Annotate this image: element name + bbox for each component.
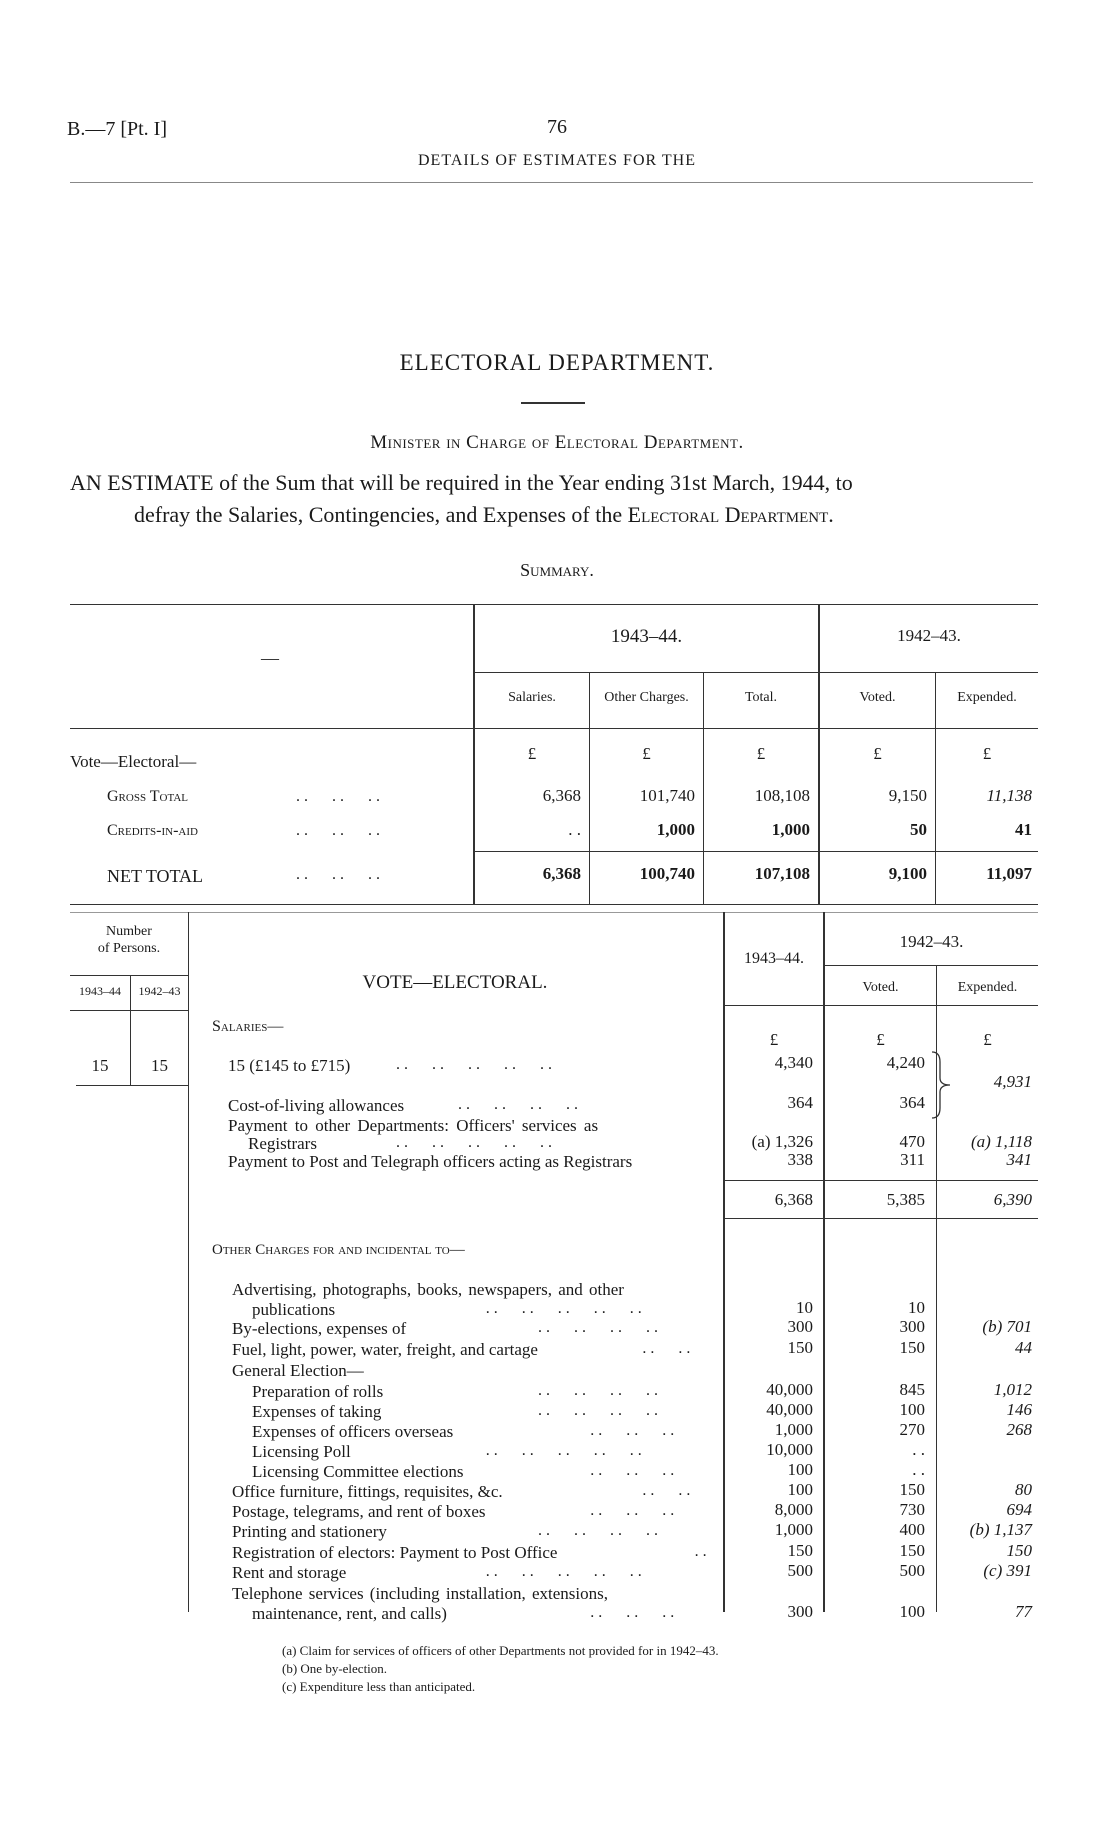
summary-cell: 101,740 [639,786,695,805]
vote-heading: VOTE—ELECTORAL. [362,972,548,993]
other-row-dots: . . . . . . . . [538,1382,658,1399]
estimate-line-1: AN ESTIMATE of the Sum that will be required in the Year ending 31st March, 1944, to [70,470,853,495]
other-row-label: By-elections, expenses of [232,1319,407,1338]
other-row-expended: 146 [1006,1400,1032,1419]
summary-cell: 50 [910,820,927,839]
salary-row-label: Cost-of-living allowances [228,1096,405,1115]
summary-net-top-rule [475,851,1038,852]
payment-line-1: Payment to other Departments: Officers' services as [228,1116,599,1135]
footnote: (b) One by-election. [282,1661,388,1676]
other-row-label: Rent and storage [232,1563,347,1582]
other-row-dots: . . . . . . . . . . [485,1300,642,1317]
other-row-expended: (b) 1,137 [969,1520,1032,1539]
salaries-total-rule [725,1180,1038,1181]
other-row-expended: (b) 701 [982,1317,1032,1336]
summary-currency-salaries: £ [527,744,537,763]
vote-persons-header-rule [70,975,188,976]
other-row-expended: 44 [1015,1338,1032,1357]
vote-col-1942: 1942–43 [138,984,181,998]
summary-cell: 6,368 [542,786,581,805]
vote-col-divider-persons [188,912,189,1612]
other-row-estimate: 10 [796,1298,813,1317]
summary-currency-other: £ [642,744,651,763]
other-row-label: Licensing Poll [252,1442,351,1461]
vote-col-prev-year: 1942–43. [899,932,964,951]
summary-row-label: Credits-in-aid [107,822,198,839]
summary-bottom-rule [70,904,1038,905]
summary-col-other: Other Charges. [604,690,689,705]
estimate-line-2 [134,502,834,528]
summary-cell: 1,000 [771,820,810,839]
salary-row-estimate: 364 [787,1093,813,1112]
other-row-estimate: 40,000 [766,1400,813,1419]
footnote: (a) Claim for services of officers of other Departments not provided for in 1942–43. [282,1643,719,1658]
other-row-expended: 77 [1015,1602,1032,1621]
other-row-line1: Advertising, photographs, books, newspapers, and other [232,1280,624,1299]
summary-currency-expended: £ [982,744,992,763]
vote-top-rule [70,912,1038,913]
salaries-heading: Salaries— [212,1018,284,1035]
other-row-voted: 270 [899,1420,925,1439]
other-row-expended: (c) 391 [983,1561,1032,1580]
post-estimate: 338 [787,1150,813,1169]
summary-header-bottom-rule [70,728,1038,729]
post-voted: 311 [900,1150,925,1169]
estimate-line-2-department: Electoral Department. [627,502,834,527]
other-charges-heading: Other Charges for and incidental to— [212,1242,465,1258]
other-row-estimate: 300 [787,1602,813,1621]
other-row-estimate: 500 [787,1561,813,1580]
other-row-voted: 150 [899,1338,925,1357]
department-title: ELECTORAL DEPARTMENT. [399,350,715,375]
other-row-expended: 694 [1006,1500,1032,1519]
vote-number-heading: Number [106,924,152,939]
footnote: (c) Expenditure less than anticipated. [282,1679,476,1694]
summary-row-dots: . . . . . . [296,788,380,805]
persons-1942: 15 [151,1056,168,1075]
other-row-voted: 730 [899,1500,925,1519]
other-row-dots: . . . . . . [590,1462,675,1479]
payment-line-2: Registrars [248,1134,317,1153]
post-label: Payment to Post and Telegraph officers acting as Registrars [228,1152,633,1171]
document-code: B.—7 [Pt. I] [67,118,167,140]
summary-top-rule [70,604,1038,605]
summary-cell: 41 [1015,820,1032,839]
summary-col-salaries: Salaries. [508,690,556,705]
vote-col-expended: Expended. [957,980,1018,995]
other-row-voted: 100 [899,1602,925,1621]
other-row-voted: . . [912,1440,925,1459]
vote-persons-data-rule [76,1085,188,1086]
vote-currency-expended: £ [983,1030,992,1049]
other-row-label: Preparation of rolls [252,1382,384,1401]
other-row-label: Postage, telegrams, and rent of boxes [232,1502,486,1521]
other-row-label: Printing and stationery [232,1522,387,1541]
other-row-label: Registration of electors: Payment to Post Office [232,1543,558,1562]
summary-cell: 9,100 [888,864,927,883]
salaries-total-bottom-rule [725,1218,1038,1219]
summary-row-label: NET TOTAL [107,866,204,886]
other-row-estimate: 1,000 [774,1420,813,1439]
other-row-dots: . . . . . . . . [538,1402,658,1419]
salary-row-dots: . . . . . . . . . . [396,1056,552,1073]
summary-cell: 107,108 [754,864,810,883]
other-row-estimate: 150 [787,1541,813,1560]
other-row-voted: 10 [908,1298,925,1317]
other-row-label: Expenses of officers overseas [252,1422,454,1441]
other-row-voted: 400 [899,1520,925,1539]
payment-estimate: (a) 1,326 [751,1132,813,1151]
other-row-dots: . . . . . . [590,1422,675,1439]
payment-line-2-dots: . . . . . . . . . . [396,1134,552,1151]
salary-row-voted: 364 [899,1093,925,1112]
other-row-estimate: 10,000 [766,1440,813,1459]
other-row-dots: . . . . . . . . . . [485,1442,642,1459]
salaries-total-estimate: 6,368 [774,1190,813,1209]
salary-row-voted: 4,240 [886,1053,925,1072]
other-row-estimate: 300 [787,1317,813,1336]
other-row-expended: 150 [1006,1541,1032,1560]
vote-persons-header-bottom [70,1010,188,1011]
post-expended: 341 [1006,1150,1032,1169]
other-row-voted: 150 [899,1480,925,1499]
other-row-estimate: 100 [787,1460,813,1479]
vote-prev-year-rule [825,965,1038,966]
other-row-label: General Election— [232,1361,364,1380]
salary-row-estimate: 4,340 [774,1053,813,1072]
summary-year-current: 1943–44. [610,626,683,647]
summary-row-label: Gross Total [107,788,189,805]
other-row-voted: 845 [899,1380,925,1399]
summary-col-voted: Voted. [859,690,896,705]
other-row-expended: 80 [1015,1480,1032,1499]
summary-cell: 108,108 [754,786,810,805]
other-row-label: Licensing Committee elections [252,1462,464,1481]
other-row-label: maintenance, rent, and calls) [252,1604,447,1623]
other-row-estimate: 8,000 [774,1500,813,1519]
summary-row-dots: . . . . . . [296,866,380,883]
other-row-estimate: 150 [787,1338,813,1357]
other-row-expended: 1,012 [993,1380,1032,1399]
other-row-dots: . . . . [642,1340,691,1357]
salary-row-dots: . . . . . . . . [458,1096,578,1113]
summary-subheader-rule [473,672,1038,673]
other-row-line1: Telephone services (including installation, extensions, [232,1584,608,1603]
other-row-estimate: 1,000 [774,1520,813,1539]
other-row-dots: . . . . . . . . [538,1522,658,1539]
summary-cell: 100,740 [639,864,695,883]
other-row-dots: . . . . . . [590,1502,675,1519]
salaries-total-expended: 6,390 [993,1190,1032,1209]
other-row-voted: 100 [899,1400,925,1419]
payment-voted: 470 [899,1132,925,1151]
other-row-voted: . . [912,1460,925,1479]
other-row-dots: . . . . . . . . [538,1319,658,1336]
summary-cell: 1,000 [656,820,695,839]
salary-brace-expended: 4,931 [993,1072,1032,1091]
vote-col-1943: 1943–44 [79,984,121,998]
other-row-label: Expenses of taking [252,1402,382,1421]
other-row-estimate: 100 [787,1480,813,1499]
summary-year-previous: 1942–43. [897,626,961,645]
summary-currency-voted: £ [873,744,882,763]
salary-row-label: 15 (£145 to £715) [228,1056,351,1075]
other-row-label: Office furniture, fittings, requisites, &c. [232,1482,503,1501]
other-row-dots: . . [694,1543,707,1560]
summary-row-dots: . . . . . . [296,822,380,839]
other-row-voted: 500 [899,1561,925,1580]
payment-expended: (a) 1,118 [970,1132,1032,1151]
minister-line: Minister in Charge of Electoral Department. [370,432,744,453]
summary-col-expended: Expended. [957,690,1017,705]
vote-persons-heading: of Persons. [97,941,161,956]
other-row-label: publications [252,1300,336,1319]
summary-stub-dash: — [261,648,279,668]
vote-currency-estimate: £ [769,1030,779,1049]
other-row-label: Fuel, light, power, water, freight, and cartage [232,1340,538,1359]
summary-cell: 6,368 [542,864,581,883]
summary-heading: Summary. [520,560,594,580]
header-rule [70,182,1033,183]
vote-currency-voted: £ [876,1030,885,1049]
other-row-dots: . . . . . . . . . . [485,1563,642,1580]
other-row-estimate: 40,000 [766,1380,813,1399]
summary-cell: . . [568,820,581,839]
summary-vote-label: Vote—Electoral— [70,752,197,771]
summary-currency-total: £ [756,744,766,763]
summary-col-total: Total. [744,690,778,705]
vote-header-bottom-rule [725,1005,1038,1006]
running-title: DETAILS OF ESTIMATES FOR THE [418,152,696,169]
other-row-voted: 300 [899,1317,925,1336]
summary-cell: 11,097 [986,864,1032,883]
salaries-total-voted: 5,385 [886,1190,925,1209]
page-number: 76 [547,116,567,138]
title-rule [521,402,585,404]
summary-cell: 9,150 [888,786,927,805]
summary-cell: 11,138 [986,786,1032,805]
other-row-voted: 150 [899,1541,925,1560]
other-row-dots: . . . . . . [590,1604,675,1621]
other-row-expended: 268 [1006,1420,1032,1439]
persons-1943: 15 [91,1056,109,1075]
vote-col-voted: Voted. [862,980,899,995]
estimate-line-2-text: defray the Salaries, Contingencies, and Expenses of the [134,502,623,527]
other-row-dots: . . . . [642,1482,691,1499]
vote-col-estimate: 1943–44. [744,950,804,967]
